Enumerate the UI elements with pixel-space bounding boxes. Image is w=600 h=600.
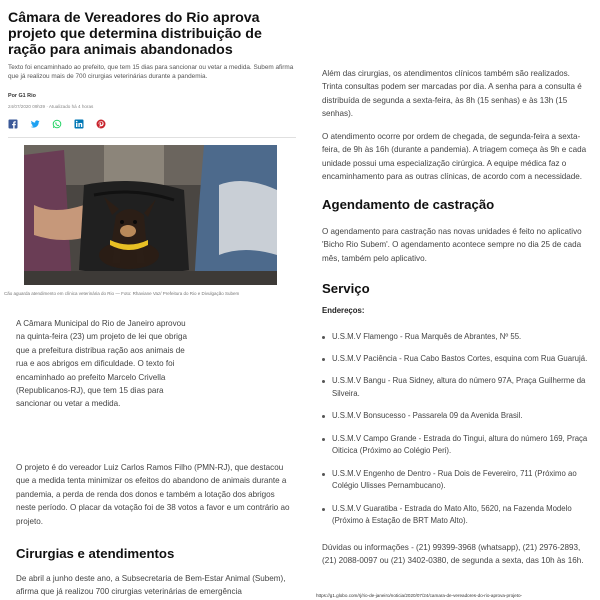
enderecos-label: Endereços: bbox=[322, 306, 365, 315]
address-text: U.S.M.V Engenho de Dentro - Rua Dois de Fevereiro, 711 (Próximo ao Colégio Ulisses Pernambucano). bbox=[332, 468, 577, 491]
photo-caption: Cão aguarda atendimento em clínica veterinária do Rio — Foto: Rhaviane Vaz/ Prefeitura do Rio e Divulgação Subem bbox=[4, 291, 240, 296]
article-photo bbox=[24, 145, 277, 285]
paragraph: A Câmara Municipal do Rio de Janeiro aprovou na quinta-feira (23) um projeto de lei que obriga que a prefeitura distribua ração aos animais de rua e aos abrigos em dificuldade. O texto foi encaminhado ao prefeito Marcelo Crivella (Republicanos-RJ), que tem 15 dias para sancionar ou vetar a medida. bbox=[16, 319, 187, 409]
bullet-icon bbox=[322, 438, 325, 441]
bullet-icon bbox=[322, 415, 325, 418]
list-item bbox=[322, 433, 596, 459]
paragraph: O atendimento ocorre por ordem de chegada, de segunda-feira a sexta-feira, de 9h às 16h (durante a pandemia). A triagem começa às 9h e cada unidade possui uma especialização cirúrgica. A equipe médica faz o encaminhamento para as outras clínicas, de acordo com a necessidade. bbox=[322, 132, 587, 182]
address-text: U.S.M.V Campo Grande - Estrada do Tingui, altura do número 169, Praça Oiticica (Próximo ao Colégio Peri). bbox=[332, 433, 588, 456]
right-column bbox=[306, 0, 600, 600]
paragraph: Dúvidas ou informações - (21) 99399-3968 (whatsapp), (21) 2976-2893, (21) 2088-0097 ou (21) 3402-0380, de segunda a sexta, das 10h às 16h. bbox=[322, 543, 584, 566]
address-text: U.S.M.V Flamengo - Rua Marquês de Abrantes, Nº 55. bbox=[332, 332, 522, 341]
bullet-icon bbox=[322, 508, 325, 511]
share-bar bbox=[8, 119, 106, 129]
article-date: 24/07/2020 09h39 · Atualizado há 4 horas bbox=[8, 104, 94, 109]
address-list bbox=[322, 331, 596, 538]
address-text: U.S.M.V Guaratiba - Estrada do Mato Alto, 5620, na Fazenda Modelo (Próximo à Estação de BRT Mato Alto). bbox=[332, 503, 572, 526]
bullet-icon bbox=[322, 336, 325, 339]
divider bbox=[8, 137, 296, 138]
list-item bbox=[322, 353, 596, 366]
paragraph: De abril a junho deste ano, a Subsecretaria de Bem-Estar Animal (Subem), afirma que já realizou 700 cirurgias veterinárias de emergência bbox=[16, 574, 286, 597]
linkedin-icon[interactable] bbox=[74, 119, 84, 129]
address-text: U.S.M.V Bangu - Rua Sidney, altura do número 97A, Praça Guilherme da Silveira. bbox=[332, 376, 586, 399]
facebook-icon[interactable] bbox=[8, 119, 18, 129]
list-item bbox=[322, 468, 596, 494]
paragraph: Além das cirurgias, os atendimentos clínicos também são realizados. Trinta consultas podem ser marcadas por dia. A senha para a consulta é distribuída de segunda a sexta-feira, às 8h (15 senhas) e às 13h (15 senhas). bbox=[322, 69, 582, 119]
list-item bbox=[322, 410, 596, 423]
article-subtitle: Texto foi encaminhado ao prefeito, que tem 15 dias para sancionar ou vetar a medida. Subem afirma que já realizou mais de 700 cirurgias veterinárias durante a pandemia. bbox=[8, 64, 294, 81]
list-item bbox=[322, 375, 596, 401]
list-item bbox=[322, 503, 596, 529]
section-heading-cirurgias: Cirurgias e atendimentos bbox=[16, 546, 175, 561]
article-byline: Por G1 Rio bbox=[8, 93, 36, 99]
twitter-icon[interactable] bbox=[30, 119, 40, 129]
article-headline: Câmara de Vereadores do Rio aprova projeto que determina distribuição de ração para animais abandonados bbox=[8, 10, 262, 58]
address-text: U.S.M.V Bonsucesso - Passarela 09 da Avenida Brasil. bbox=[332, 411, 523, 421]
dog-photo-image bbox=[24, 145, 277, 285]
paragraph: O projeto é do vereador Luiz Carlos Ramos Filho (PMN-RJ), que destacou que a medida tenta minimizar os efeitos do abandono de animais durante a pandemia, a perda de renda dos donos e também a lotação dos abrigos neste período. O placar da votação foi de 38 votos a favor e um contrário ao projeto. bbox=[16, 463, 290, 526]
section-heading-servico: Serviço bbox=[322, 281, 370, 296]
bullet-icon bbox=[322, 473, 325, 476]
paragraph: O agendamento para castração nas novas unidades é feito no aplicativo 'Bicho Rio Subem'. O agendamento acontece sempre no dia 25 de cada mês, também pelo aplicativo. bbox=[322, 227, 582, 263]
bullet-icon bbox=[322, 358, 325, 361]
whatsapp-icon[interactable] bbox=[52, 119, 62, 129]
list-item bbox=[322, 331, 596, 344]
page-url[interactable]: https://g1.globo.com/rj/rio-de-janeiro/noticia/2020/07/24/camara-de-vereadores-do-rio-aprova-projeto- bbox=[316, 593, 523, 598]
section-heading-agendamento: Agendamento de castração bbox=[322, 197, 495, 212]
address-text: U.S.M.V Paciência - Rua Cabo Bastos Cortes, esquina com Rua Guarujá. bbox=[332, 354, 588, 364]
pinterest-icon[interactable] bbox=[96, 119, 106, 129]
bullet-icon bbox=[322, 380, 325, 383]
